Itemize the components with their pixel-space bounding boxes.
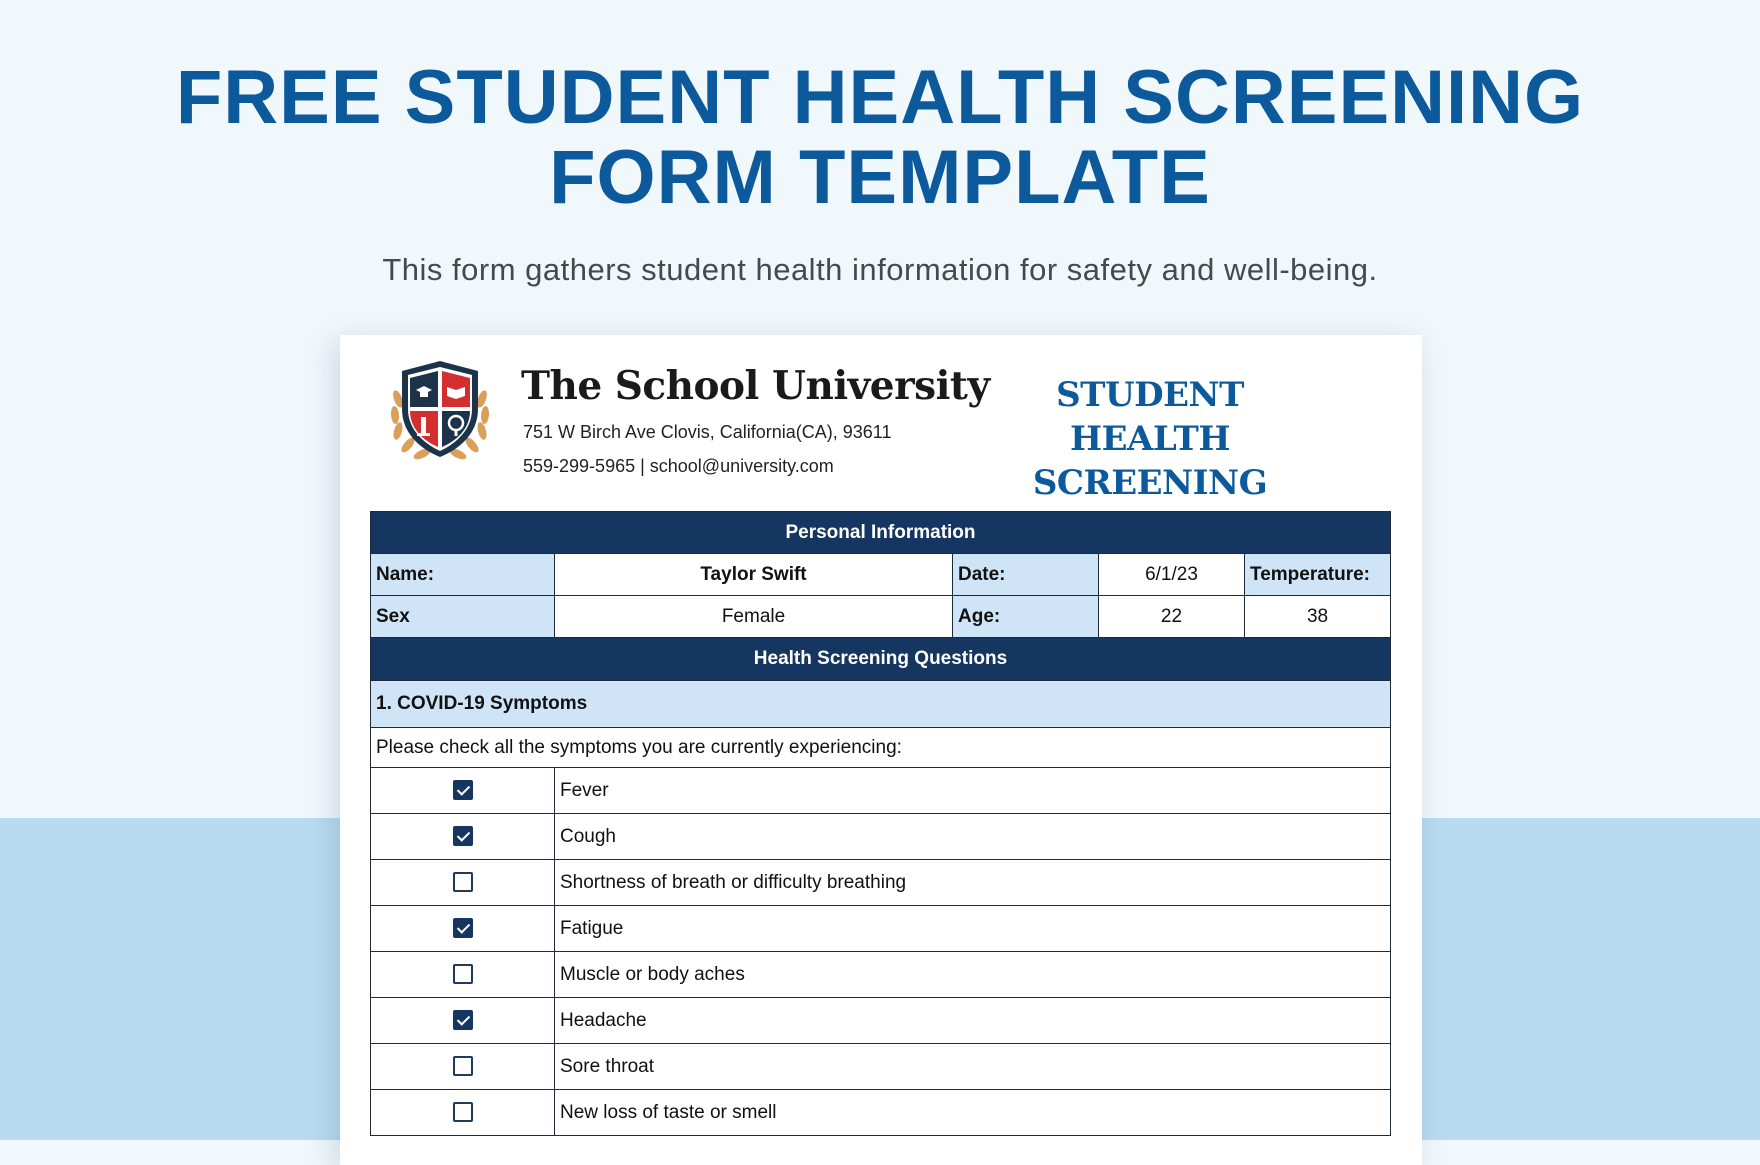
symptom-checkbox-cell xyxy=(371,768,555,814)
symptom-row xyxy=(371,1044,1391,1090)
symptom-label: Headache xyxy=(555,998,1391,1044)
symptom-checkbox[interactable] xyxy=(453,872,473,892)
symptom-label: Fatigue xyxy=(555,906,1391,952)
age-value[interactable]: 22 xyxy=(1099,596,1245,638)
symptom-checkbox-cell xyxy=(371,860,555,906)
form-title-line2: SCREENING xyxy=(1032,463,1268,503)
school-name: The School University xyxy=(521,363,990,409)
symptom-row xyxy=(371,952,1391,998)
symptom-checkbox-cell xyxy=(371,1090,555,1136)
symptom-checkbox[interactable] xyxy=(453,964,473,984)
symptom-label: Shortness of breath or difficulty breathing xyxy=(555,860,1391,906)
banner-title-line1: FREE STUDENT HEALTH SCREENING xyxy=(175,55,1585,140)
symptom-checkbox[interactable] xyxy=(453,780,473,800)
symptom-row xyxy=(371,1090,1391,1136)
symptom-checkbox[interactable] xyxy=(453,1056,473,1076)
screening-questions-header: Health Screening Questions xyxy=(371,638,1391,681)
symptom-checkbox-cell xyxy=(371,952,555,998)
sex-value[interactable]: Female xyxy=(555,596,953,638)
symptom-row xyxy=(371,768,1391,814)
name-value[interactable]: Taylor Swift xyxy=(555,554,953,596)
symptom-row xyxy=(371,906,1391,952)
date-value[interactable]: 6/1/23 xyxy=(1099,554,1245,596)
form-title-line1: STUDENT HEALTH xyxy=(1056,375,1244,459)
symptom-checkbox-cell xyxy=(371,998,555,1044)
symptom-checkbox[interactable] xyxy=(453,826,473,846)
banner-subtitle: This form gathers student health information for safety and well-being. xyxy=(382,252,1378,287)
school-address: 751 W Birch Ave Clovis, California(CA), 93611 xyxy=(523,422,892,442)
temperature-value[interactable]: 38 xyxy=(1245,596,1391,638)
school-crest-icon xyxy=(384,357,496,469)
sex-label: Sex xyxy=(371,596,555,638)
name-label: Name: xyxy=(371,554,555,596)
symptom-row xyxy=(371,998,1391,1044)
school-contact: 559-299-5965 | school@university.com xyxy=(523,456,834,476)
symptom-checkbox[interactable] xyxy=(453,1102,473,1122)
symptom-label: Sore throat xyxy=(555,1044,1391,1090)
banner-title xyxy=(0,55,1760,220)
personal-info-header: Personal Information xyxy=(371,512,1391,554)
symptom-label: Muscle or body aches xyxy=(555,952,1391,998)
symptom-label: Cough xyxy=(555,814,1391,860)
symptom-list xyxy=(371,768,1391,1136)
symptom-row xyxy=(371,860,1391,906)
symptom-label: Fever xyxy=(555,768,1391,814)
section-covid-title: 1. COVID-19 Symptoms xyxy=(371,681,1391,728)
temperature-label: Temperature: xyxy=(1245,554,1391,596)
form-page xyxy=(340,335,1422,1165)
age-label: Age: xyxy=(953,596,1099,638)
symptom-checkbox-cell xyxy=(371,906,555,952)
banner-title-line2: FORM TEMPLATE xyxy=(549,135,1211,220)
symptom-checkbox[interactable] xyxy=(453,1010,473,1030)
date-label: Date: xyxy=(953,554,1099,596)
symptom-label: New loss of taste or smell xyxy=(555,1090,1391,1136)
symptom-checkbox-cell xyxy=(371,1044,555,1090)
symptom-row xyxy=(371,814,1391,860)
screening-table xyxy=(370,511,1391,1136)
symptom-checkbox-cell xyxy=(371,814,555,860)
symptoms-instruction: Please check all the symptoms you are currently experiencing: xyxy=(371,728,1391,768)
symptom-checkbox[interactable] xyxy=(453,918,473,938)
